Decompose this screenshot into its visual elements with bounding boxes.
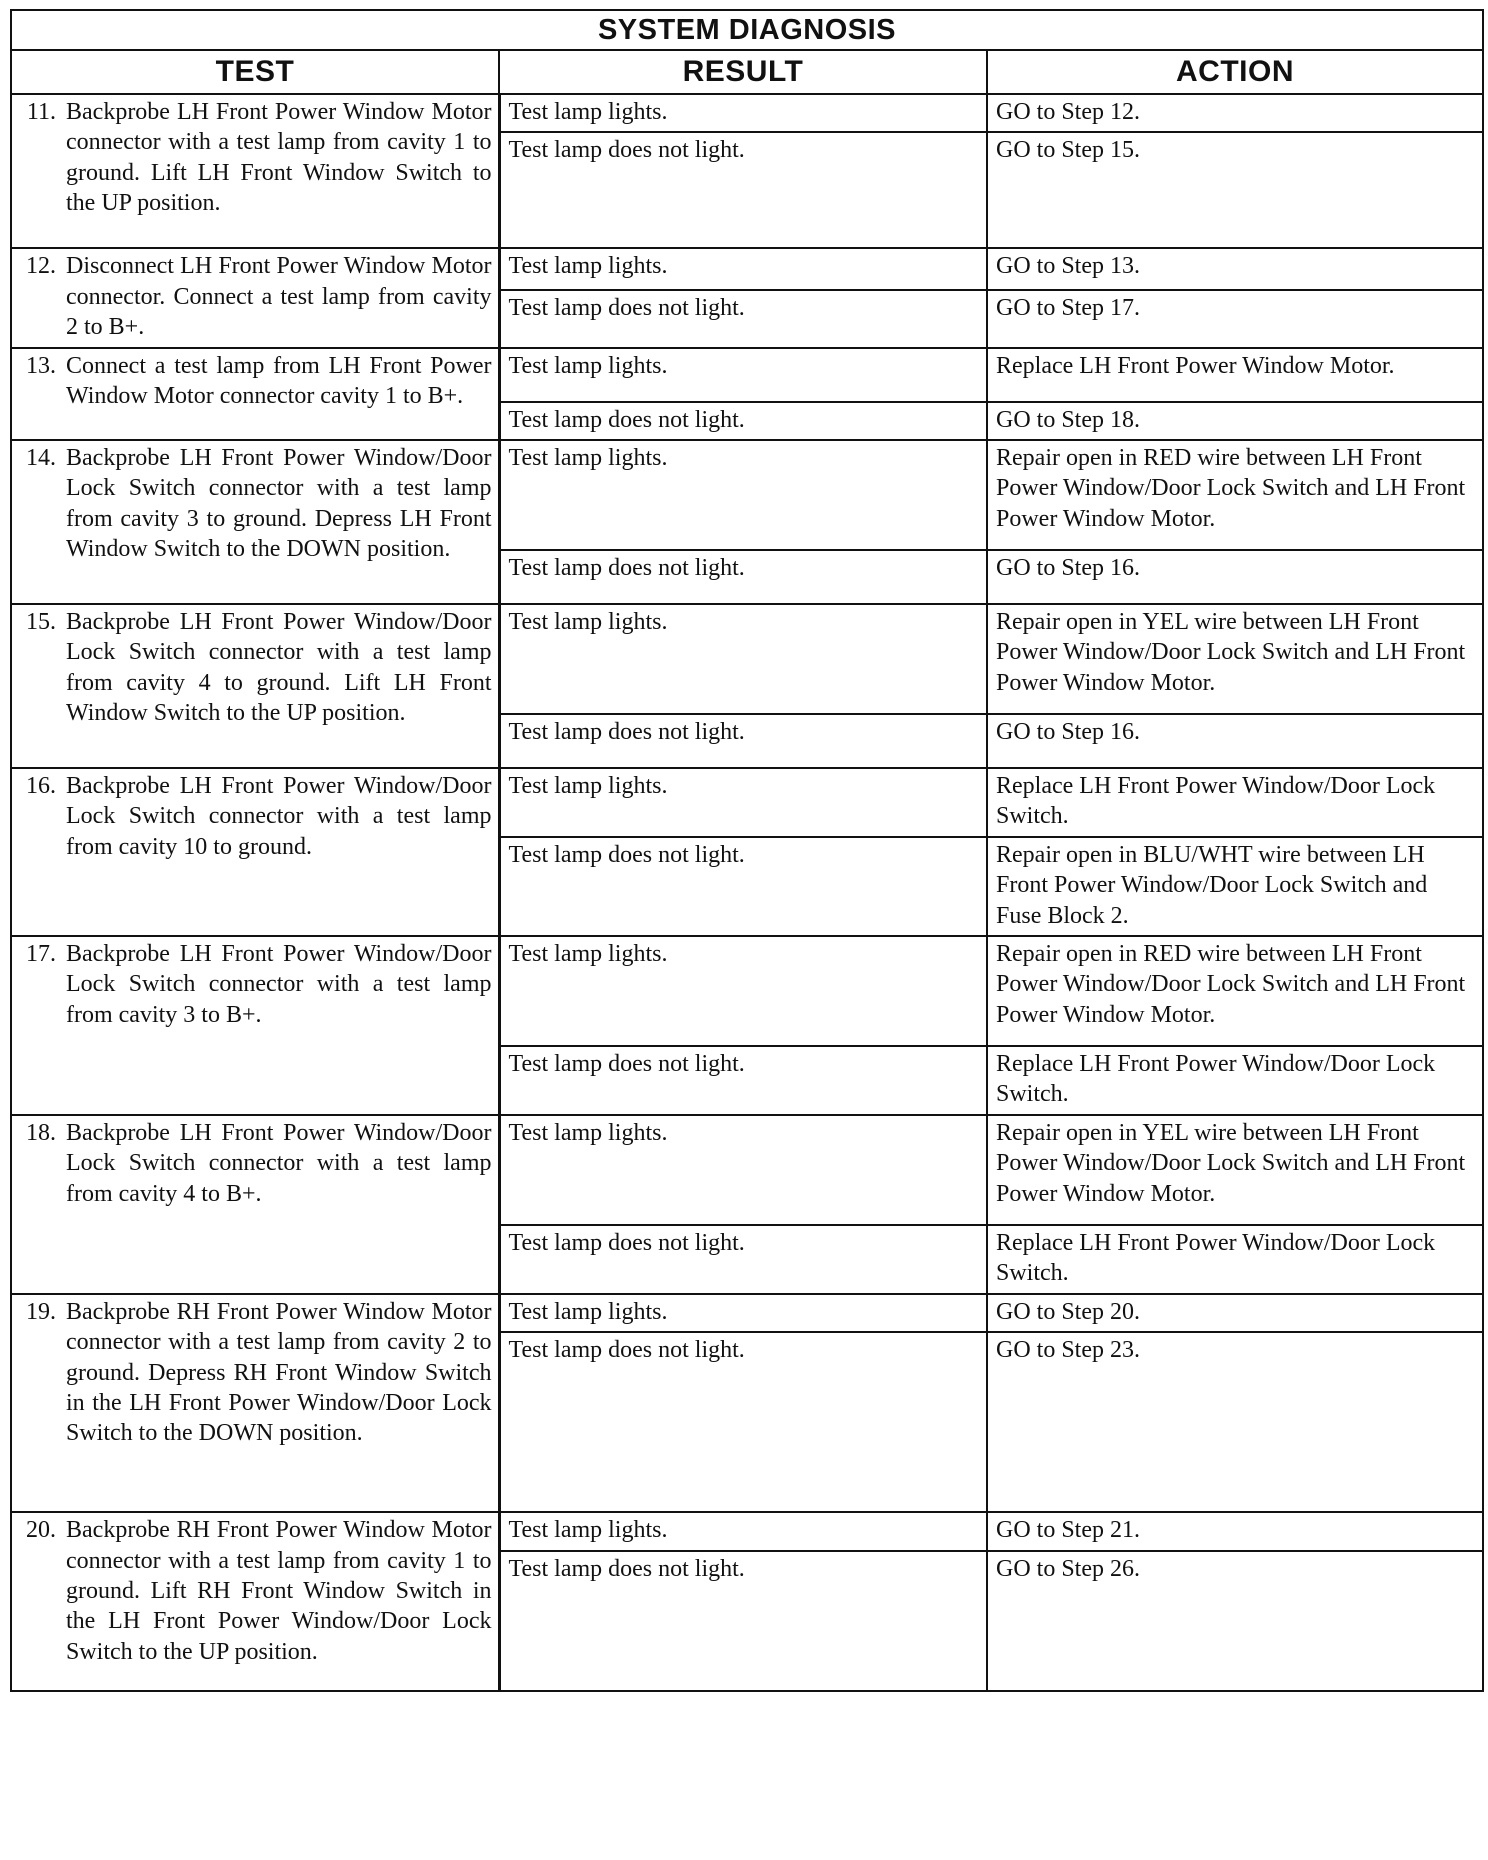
step-row (11, 1512, 1483, 1550)
test-step (16, 443, 492, 565)
result-cell: Test lamp lights. (499, 604, 987, 714)
step-number: 15. (26, 609, 56, 636)
step-number: 16. (26, 773, 56, 800)
action-cell: GO to Step 13. (987, 248, 1483, 289)
column-header-test: TEST (11, 50, 499, 94)
step-row (11, 1115, 1483, 1225)
test-cell (11, 248, 499, 347)
system-diagnosis-document (10, 9, 1482, 1692)
step-row (11, 440, 1483, 550)
test-step (16, 97, 492, 219)
result-cell: Test lamp does not light. (499, 132, 987, 248)
action-cell: Replace LH Front Power Window/Door Lock Switch. (987, 1046, 1483, 1115)
action-cell: GO to Step 17. (987, 290, 1483, 348)
action-cell: GO to Step 20. (987, 1294, 1483, 1332)
action-cell: GO to Step 21. (987, 1512, 1483, 1550)
step-number: 19. (26, 1298, 56, 1325)
result-cell: Test lamp lights. (499, 94, 987, 132)
step-number: 18. (26, 1119, 56, 1146)
step-row (11, 248, 1483, 289)
result-cell: Test lamp lights. (499, 936, 987, 1046)
test-step (16, 1118, 492, 1209)
action-cell: GO to Step 26. (987, 1551, 1483, 1691)
result-cell: Test lamp does not light. (499, 714, 987, 768)
test-instruction: Backprobe LH Front Power Window/Door Lock Switch connector with a test lamp from cavity 10 to ground. (66, 773, 492, 860)
result-cell: Test lamp does not light. (499, 402, 987, 440)
test-cell (11, 1512, 499, 1690)
result-cell: Test lamp does not light. (499, 1225, 987, 1294)
result-cell: Test lamp does not light. (499, 550, 987, 604)
test-instruction: Backprobe LH Front Power Window/Door Lock Switch connector with a test lamp from cavity 3 to B+. (66, 941, 492, 1028)
step-row (11, 348, 1483, 402)
result-cell: Test lamp lights. (499, 768, 987, 837)
step-row (11, 1294, 1483, 1332)
result-cell: Test lamp lights. (499, 440, 987, 550)
test-step (16, 351, 492, 412)
test-cell (11, 440, 499, 604)
test-instruction: Backprobe RH Front Power Window Motor connector with a test lamp from cavity 2 to ground. Depress RH Front Window Switch in the LH Front Power Window/Door Lock Switch to the DOWN position. (66, 1298, 492, 1447)
test-step (16, 1515, 492, 1667)
step-number: 20. (26, 1517, 56, 1544)
action-cell: Repair open in RED wire between LH Front Power Window/Door Lock Switch and LH Front Power Window Motor. (987, 936, 1483, 1046)
step-row (11, 768, 1483, 837)
steps-body (11, 94, 1483, 1691)
action-cell: GO to Step 23. (987, 1332, 1483, 1512)
table-title: SYSTEM DIAGNOSIS (11, 10, 1483, 50)
action-cell: Repair open in RED wire between LH Front Power Window/Door Lock Switch and LH Front Power Window Motor. (987, 440, 1483, 550)
result-cell: Test lamp lights. (499, 248, 987, 289)
column-header-action: ACTION (987, 50, 1483, 94)
step-row (11, 94, 1483, 132)
test-cell (11, 94, 499, 248)
step-number: 11. (26, 99, 56, 125)
test-instruction: Backprobe LH Front Power Window/Door Lock Switch connector with a test lamp from cavity 4 to ground. Lift LH Front Window Switch to the UP position. (66, 609, 492, 727)
test-step (16, 771, 492, 862)
test-cell (11, 936, 499, 1115)
test-instruction: Backprobe LH Front Power Window Motor connector with a test lamp from cavity 1 to ground. Lift LH Front Window Switch to the UP position. (66, 99, 492, 217)
test-instruction: Backprobe LH Front Power Window/Door Lock Switch connector with a test lamp from cavity 4 to B+. (66, 1119, 492, 1207)
step-number: 12. (26, 253, 56, 280)
test-cell (11, 604, 499, 768)
step-number: 14. (26, 445, 56, 472)
result-cell: Test lamp does not light. (499, 837, 987, 936)
action-cell: Repair open in YEL wire between LH Front Power Window/Door Lock Switch and LH Front Power Window Motor. (987, 1115, 1483, 1225)
result-cell: Test lamp does not light. (499, 1046, 987, 1115)
result-cell: Test lamp lights. (499, 348, 987, 402)
result-cell: Test lamp does not light. (499, 290, 987, 348)
test-instruction: Connect a test lamp from LH Front Power Window Motor connector cavity 1 to B+. (66, 352, 492, 410)
step-row (11, 604, 1483, 714)
test-cell (11, 348, 499, 440)
column-header-row (11, 50, 1483, 94)
action-cell: GO to Step 16. (987, 714, 1483, 768)
action-cell: GO to Step 15. (987, 132, 1483, 248)
test-instruction: Disconnect LH Front Power Window Motor connector. Connect a test lamp from cavity 2 to B+. (66, 253, 492, 341)
result-cell: Test lamp lights. (499, 1115, 987, 1225)
step-row (11, 936, 1483, 1046)
system-diagnosis-table (10, 9, 1484, 1692)
action-cell: Replace LH Front Power Window/Door Lock Switch. (987, 768, 1483, 837)
step-number: 17. (26, 941, 56, 968)
step-number: 13. (26, 352, 56, 379)
result-cell: Test lamp lights. (499, 1512, 987, 1550)
test-step (16, 607, 492, 729)
action-cell: GO to Step 18. (987, 402, 1483, 440)
title-row (11, 10, 1483, 50)
test-instruction: Backprobe LH Front Power Window/Door Lock Switch connector with a test lamp from cavity 3 to ground. Depress LH Front Window Switch to the DOWN position. (66, 445, 492, 563)
action-cell: Replace LH Front Power Window Motor. (987, 348, 1483, 402)
test-step (16, 251, 492, 342)
action-cell: GO to Step 12. (987, 94, 1483, 132)
action-cell: Repair open in YEL wire between LH Front Power Window/Door Lock Switch and LH Front Power Window Motor. (987, 604, 1483, 714)
result-cell: Test lamp does not light. (499, 1551, 987, 1691)
test-instruction: Backprobe RH Front Power Window Motor connector with a test lamp from cavity 1 to ground. Lift RH Front Window Switch in the LH Front Power Window/Door Lock Switch to the UP position. (66, 1517, 492, 1665)
action-cell: Repair open in BLU/WHT wire between LH Front Power Window/Door Lock Switch and Fuse Block 2. (987, 837, 1483, 936)
test-cell (11, 1294, 499, 1512)
test-step (16, 1297, 492, 1449)
result-cell: Test lamp does not light. (499, 1332, 987, 1512)
test-cell (11, 768, 499, 936)
action-cell: Replace LH Front Power Window/Door Lock Switch. (987, 1225, 1483, 1294)
test-step (16, 939, 492, 1030)
action-cell: GO to Step 16. (987, 550, 1483, 604)
result-cell: Test lamp lights. (499, 1294, 987, 1332)
test-cell (11, 1115, 499, 1294)
column-header-result: RESULT (499, 50, 987, 94)
